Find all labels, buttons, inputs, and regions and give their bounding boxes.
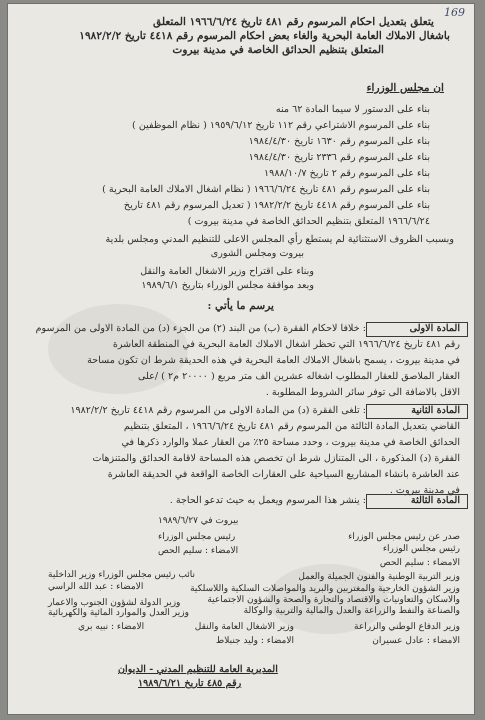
title-line: باشغال الاملاك العامة البحرية والغاء بعض احكام المرسوم رقم ٤٤١٨ تاريخ ١٩٨٢/٢/٢ [79,30,450,42]
article-1-line: الاقل بالاضافة الى توفر سائر الشروط المطلوبة . [265,387,460,398]
preamble-line: بيروت ومجلس الشورى [210,248,304,259]
signature-line: الامضاء : وليد جنبلاط [215,636,294,646]
preamble-line: وبسبب الظروف الاستثنائية لم يستطع رأي المجلس الاعلى للتنظيم المدني ومجلس بلدية [105,234,454,245]
preamble-line: بناء على المرسوم رقم ٢٣٣٦ تاريخ ١٩٨٤/٤/٣٠ [248,152,430,163]
article-1-line: في مدينة بيروت ، يسمح باشغال الاملاك العامة البحرية في هذه الحديقة شرط ان تكون مساحة [87,355,460,366]
preamble-line: وبعد موافقة مجلس الوزراء بتاريخ ١٩٨٩/٦/١ [141,280,314,291]
issuing-authority: ان مجلس الوزراء [366,82,444,94]
signature-line: وزير الشؤون الخارجية والمغتربين والبريد والمواصلات السلكية واللاسلكية [190,584,460,594]
signature-line: والاسكان والتعاونيات والاقتصاد والتجارة والصحة والشؤون الاجتماعية [207,595,460,605]
title-line: المتعلق بتنظيم الحدائق الخاصة في مدينة بيروت [172,44,384,56]
signature-line: وزير الدولة لشؤون الجنوب والاعمار [48,598,181,608]
page-number: 169 [444,6,465,19]
signing-date: بيروت في ١٩٨٩/٦/٢٧ [158,516,239,526]
preamble-line: بناء على المرسوم رقم ١٦٣٠ تاريخ ١٩٨٤/٤/٣٠ [248,136,430,147]
article-2-line: القاضي بتعديل المادة الثالثة من المرسوم رقم ٤٨١ تاريخ ١٩٦٦/٦/٢٤ ، المتعلق بتنظيم [123,421,460,432]
signature-line: الامضاء : عادل عسيران [372,636,460,646]
document-page [8,4,474,714]
article-2-line: : تلغى الفقرة (د) من المادة الاولى من المرسوم رقم ٤٤١٨ تاريخ ١٩٨٢/٢/٢ [70,405,366,416]
article-3-label: المادة الثالثة [410,495,460,506]
signature-line: الامضاء : سليم الحص [158,546,239,556]
article-1-line: : خلافا لاحكام الفقرة (ب) من البند (٢) من الجزء (د) من المادة الاولى من المرسوم [35,323,366,334]
signature-line: الامضاء : عبد الله الراسي [48,582,144,592]
preamble-line: بناء على المرسوم رقم ٤٨١ تاريخ ١٩٦٦/٦/٢٤ ( نظام اشغال الاملاك العامة البحرية ) [102,184,430,195]
article-1-line: العقار الملاصق للعقار المطلوب اشغاله عشرين الف متر مربع ( ٢٠٠٠٠ م٢ ) /على [137,371,460,382]
article-1-line: رقم ٤٨١ تاريخ ١٩٦٦/٦/٢٤ التي تحظر اشغال الاملاك العامة البحرية في المنطقة العاشرة [112,339,460,350]
preamble-line: وبناء على اقتراح وزير الاشغال العامة والنقل [140,266,314,277]
preamble-line: ١٩٦٦/٦/٢٤ المتعلق بتنظيم الحدائق الخاصة في مدينة بيروت ) [187,216,430,227]
title-line: يتعلق بتعديل احكام المرسوم رقم ٤٨١ تاريخ ١٩٦٦/٦/٢٤ المتعلق [152,16,434,28]
article-2-line: في مدينة بيروت . [389,485,460,496]
signature-line: وزير التربية الوطنية والفنون الجميلة والعمل [298,572,460,582]
signature-line: الامضاء : سليم الحص [379,558,460,568]
preamble-line: بناء على المرسوم رقم ٢ تاريخ ١٩٨٨/١٠/٧ [264,168,430,179]
footer-line: رقم ٤٨٥ تاريخ ١٩٨٩/٦/٢١ [138,678,242,689]
article-3-text: : ينشر هذا المرسوم ويعمل به حيث تدعو الحاجة . [169,495,366,506]
signature-line: وزير العدل والموارد المائية والكهربائية [48,608,189,618]
preamble-line: بناء على المرسوم الاشتراعي رقم ١١٢ تاريخ ١٩٥٩/٦/١٢ ( نظام الموظفين ) [132,120,430,131]
preamble-line: بناء على المرسوم رقم ٤٤١٨ تاريخ ١٩٨٢/٢/٢ ( تعديل المرسوم رقم ٤٨١ تاريخ [123,200,430,211]
article-2-line: الحدائق الخاصة في مدينة بيروت ، وحدد مساحة ٢٥٪ من العقار عملا والوارد ذكرها في [121,437,460,448]
signature-line: نائب رئيس مجلس الوزراء وزير الداخلية [48,570,196,580]
signature-line: وزير الدفاع الوطني والزراعة [354,622,460,632]
footer-line: المديرية العامة للتنظيم المدني - الديوان [118,664,278,675]
preamble-line: بناء على الدستور لا سيما المادة ٦٢ منه [275,104,430,115]
signature-line: والصناعة والنفط والزراعة والعدل والمالية والتربية والوكالة [243,606,460,616]
article-2-label: المادة الثانية [411,405,460,416]
decree-formula: يرسم ما يأتي : [207,300,274,312]
article-1-label: المادة الاولى [409,323,460,334]
signature-line: الامضاء : نبيه بري [78,622,145,632]
signature-line: وزير الاشغال العامة والنقل [194,622,294,632]
article-2-line: الفقرة (د) المذكورة ، الى المتنازل شرط ان تخصص هذه المساحة لاقامة الحدائق والمتنزهات [92,453,460,464]
article-2-line: عند العاشرة بانشاء المشاريع السياحية على العقارات الخاصة الواقعة في الحديقة العاشرة [107,469,460,480]
signature-line: رئيس مجلس الوزراء [158,532,236,542]
signature-line: رئيس مجلس الوزراء [382,544,460,554]
signature-line: صدر عن رئيس مجلس الوزراء [348,532,460,542]
